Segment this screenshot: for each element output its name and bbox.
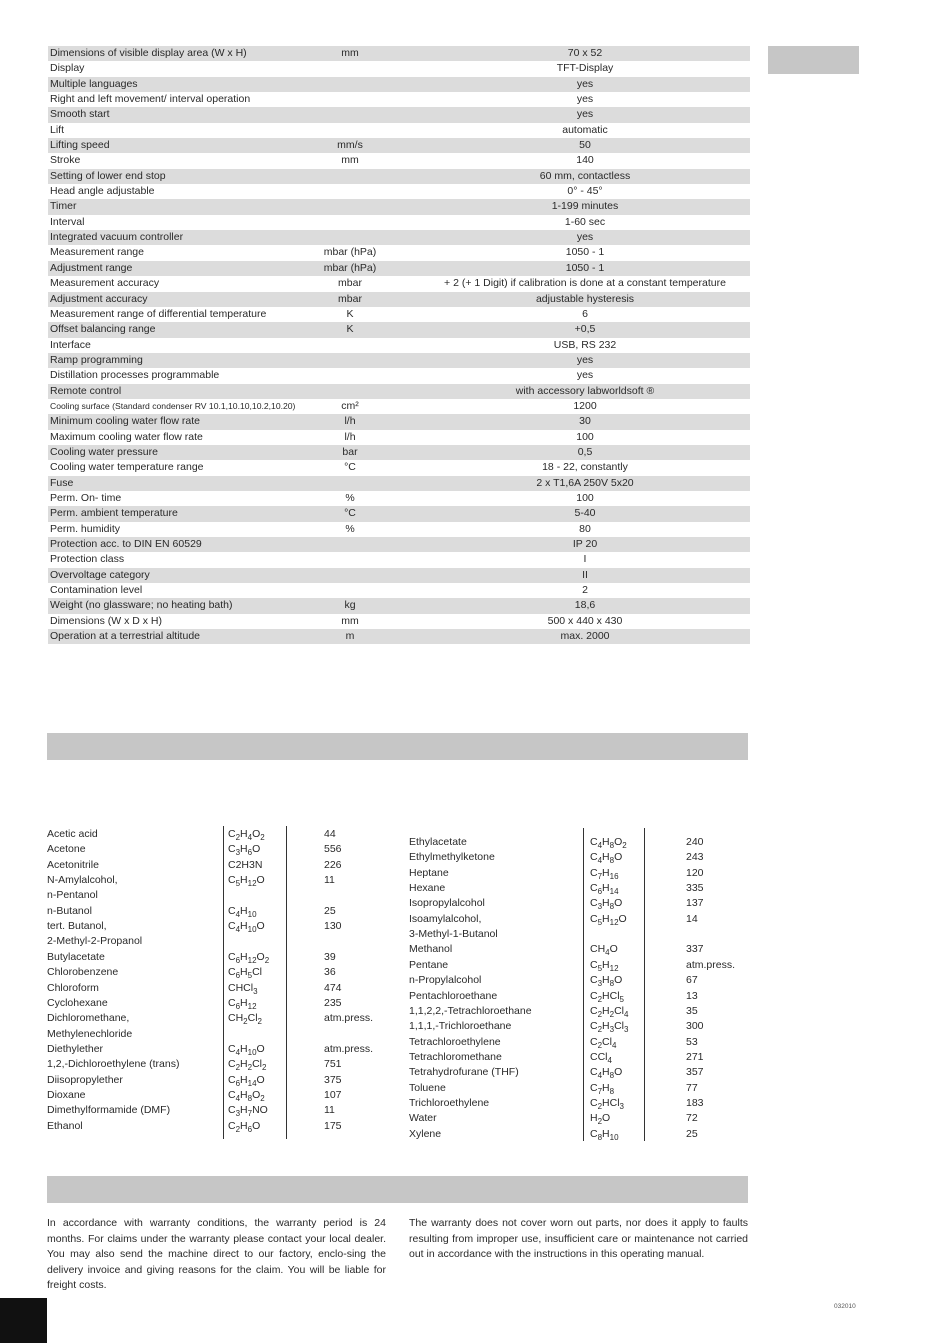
spec-row: [48, 245, 750, 260]
solvent-name: Isopropylalcohol: [409, 897, 485, 910]
solvent-pressure: 235: [324, 996, 342, 1009]
spec-value: 100: [576, 491, 594, 504]
spec-unit: l/h: [344, 430, 356, 443]
spec-value: 0° - 45°: [567, 185, 603, 198]
spec-name: Interface: [50, 338, 91, 351]
spec-value: TFT-Display: [556, 62, 614, 75]
solvent-pressure: 44: [324, 828, 336, 840]
spec-value: 140: [576, 154, 594, 167]
spec-value: 0,5: [577, 445, 593, 458]
solvent-pressure: 226: [324, 858, 342, 871]
solvent-pressure: 120: [686, 866, 704, 879]
spec-value: II: [582, 568, 588, 581]
section-bar-warranty: [47, 1176, 748, 1203]
spec-row: [48, 261, 750, 276]
spec-value: IP 20: [572, 538, 598, 550]
spec-name: Perm. humidity: [50, 522, 121, 535]
spec-value: 100: [576, 430, 594, 443]
spec-unit: °C: [344, 461, 356, 474]
solvent-formula: $C_2HCl_3$: [590, 1096, 624, 1111]
spec-value: adjustable hysteresis: [535, 292, 635, 305]
spec-name: Stroke: [50, 154, 81, 167]
spec-value: yes: [576, 93, 594, 106]
spec-name: Fuse: [50, 476, 74, 489]
solvent-formula: $C_3H_8O$: [590, 897, 623, 912]
spec-value: automatic: [562, 123, 608, 136]
spec-name: Lift: [50, 123, 65, 136]
document-code: 032010: [834, 1303, 856, 1310]
solvent-pressure: 72: [686, 1112, 698, 1125]
spec-row: [48, 153, 750, 168]
spec-unit: mbar (hPa): [323, 261, 377, 274]
spec-name: Measurement accuracy: [50, 277, 160, 290]
spec-row: [48, 107, 750, 122]
solvent-name: Ethylacetate: [409, 836, 467, 848]
solvent-name: Diisopropylether: [47, 1073, 123, 1086]
spec-row: [48, 598, 750, 613]
spec-name: Cooling surface (Standard condenser RV 10.1,10.10,10.2,10.20): [50, 400, 296, 411]
spec-value: max. 2000: [560, 630, 610, 643]
solvent-pressure: 183: [686, 1096, 704, 1109]
solvent-pressure: 11: [324, 874, 335, 887]
spec-row: [48, 276, 750, 291]
spec-name: Integrated vacuum controller: [50, 231, 184, 244]
spec-name: Minimum cooling water flow rate: [50, 415, 200, 428]
solvent-pressure: 240: [686, 836, 704, 848]
spec-name: Cooling water pressure: [50, 445, 158, 458]
spec-value: 30: [579, 415, 591, 428]
solvent-pressure: 175: [324, 1119, 342, 1132]
spec-row: [48, 399, 750, 414]
solvent-pressure: 357: [686, 1066, 704, 1079]
solvent-name: 1,2,-Dichloroethylene (trans): [47, 1058, 180, 1071]
solvent-name: n-Butanol: [47, 904, 92, 917]
solvent-formula: $C_2H_2Cl_4$: [590, 1004, 629, 1019]
spec-row: [48, 460, 750, 475]
solvent-pressure: 36: [324, 966, 336, 979]
solvent-formula: $C_2HCl_5$: [590, 989, 624, 1004]
spec-value: 1050 - 1: [565, 246, 605, 259]
solvent-pressure: 474: [324, 981, 342, 994]
solvent-pressure: 53: [686, 1035, 698, 1048]
solvent-pressure: 77: [686, 1081, 698, 1094]
spec-value: +0,5: [574, 323, 596, 336]
spec-row: [48, 184, 750, 199]
spec-unit: mbar: [338, 277, 362, 290]
solvent-formula: $CH_2Cl_2$: [228, 1012, 262, 1027]
solvent-name: Methylenechloride: [47, 1027, 133, 1040]
spec-value: 18,6: [574, 599, 596, 612]
solvent-formula: $C_7H_{16}$: [590, 866, 619, 881]
spec-value: yes: [576, 108, 594, 121]
spec-name: Head angle adjustable: [50, 185, 155, 198]
solvent-formula: $C_2H_6O$: [228, 1119, 261, 1134]
spec-row: [48, 215, 750, 230]
solvent-name: Cyclohexane: [47, 996, 108, 1009]
spec-row: [48, 537, 750, 552]
solvent-pressure: 25: [686, 1127, 698, 1140]
solvent-formula: CHCl$_3$: [228, 981, 258, 996]
solvent-name: Ethylmethylketone: [409, 851, 495, 864]
solvent-name: 1,1,1,-Trichloroethane: [409, 1020, 512, 1033]
spec-value: 6: [582, 307, 588, 320]
solvent-name: Ethanol: [47, 1119, 83, 1132]
spec-row: [48, 292, 750, 307]
spec-name: Dimensions of visible display area (W x H): [50, 47, 247, 59]
spec-row: [48, 230, 750, 245]
spec-value: yes: [576, 231, 594, 244]
spec-value: 500 x 440 x 430: [547, 614, 623, 627]
solvent-formula: $C_3H_7NO$: [228, 1104, 268, 1119]
spec-row: [48, 583, 750, 598]
solvent-name: Acetic acid: [47, 828, 98, 840]
solvent-pressure: 751: [324, 1058, 342, 1071]
spec-row: [48, 353, 750, 368]
solvent-name: Acetonitrile: [47, 858, 99, 871]
solvent-name: Water: [409, 1112, 437, 1125]
solvent-formula: $C_4H_8O_2$: [590, 836, 627, 850]
spec-unit: mm: [341, 47, 359, 59]
spec-row: [48, 368, 750, 383]
solvent-pressure: 107: [324, 1088, 342, 1101]
spec-unit: mbar: [338, 292, 362, 305]
solvent-formula: $C_5H_{12}$: [590, 958, 619, 973]
spec-name: Smooth start: [50, 108, 110, 121]
spec-name: Remote control: [50, 384, 122, 397]
spec-name: Lifting speed: [50, 139, 110, 152]
spec-row: [48, 169, 750, 184]
spec-row: [48, 138, 750, 153]
solvent-name: Trichloroethylene: [409, 1096, 490, 1109]
spec-value: yes: [576, 77, 594, 90]
spec-unit: mm: [341, 154, 359, 167]
spec-row: [48, 338, 750, 353]
spec-value: 5-40: [574, 507, 596, 520]
spec-name: Measurement range of differential temperature: [50, 307, 267, 320]
column-divider: [644, 828, 645, 1141]
spec-value: 2 x T1,6A 250V 5x20: [536, 476, 634, 489]
solvent-pressure: 375: [324, 1073, 342, 1086]
spec-row: [48, 322, 750, 337]
spec-row: [48, 491, 750, 506]
spec-name: Perm. On- time: [50, 491, 122, 504]
solvent-formula: $C_2Cl_4$: [590, 1035, 617, 1050]
solvent-pressure: atm.press.: [324, 1042, 374, 1055]
solvent-name: tert. Butanol,: [47, 920, 107, 933]
solvent-formula: $C_4H_{10}O$: [228, 920, 265, 935]
spec-row: [48, 430, 750, 445]
solvent-name: Xylene: [409, 1127, 442, 1140]
solvent-pressure: 335: [686, 882, 704, 895]
solvent-name: Pentane: [409, 958, 449, 971]
spec-value: yes: [576, 369, 594, 382]
spec-row: [48, 307, 750, 322]
solvent-name: Methanol: [409, 943, 453, 956]
solvent-name: Butylacetate: [47, 950, 105, 963]
spec-value: 2: [582, 584, 588, 597]
solvent-name: Acetone: [47, 843, 86, 856]
spec-unit: °C: [344, 507, 356, 520]
spec-name: Timer: [50, 200, 77, 213]
solvent-name: Tetrachloroethylene: [409, 1035, 501, 1048]
spec-value: USB, RS 232: [553, 338, 617, 351]
spec-unit: kg: [344, 599, 356, 612]
spec-name: Weight (no glassware; no heating bath): [50, 599, 233, 612]
spec-unit: mm: [341, 614, 359, 627]
solvent-pressure: 337: [686, 943, 704, 956]
spec-row: [48, 77, 750, 92]
solvent-formula: C2H3N: [228, 858, 263, 871]
solvent-pressure: 556: [324, 843, 342, 856]
spec-value: + 2 (+ 1 Digit) if calibration is done at a constant temperature: [444, 277, 726, 290]
spec-value: 1050 - 1: [565, 261, 605, 274]
spec-name: Right and left movement/ interval operation: [50, 93, 251, 106]
spec-value: 1-60 sec: [564, 215, 606, 228]
spec-unit: m: [345, 630, 355, 643]
solvent-formula: $C_5H_{12}O$: [228, 874, 265, 889]
solvent-pressure: 25: [324, 904, 336, 917]
solvent-formula: $C_8H_{10}$: [590, 1127, 619, 1142]
spec-name: Protection class: [50, 553, 125, 566]
spec-unit: mm/s: [337, 139, 363, 152]
section-bar-solvents: [47, 733, 748, 760]
solvent-formula: $C_5H_{12}O$: [590, 912, 627, 927]
solvent-name: Dichloromethane,: [47, 1012, 130, 1025]
spec-value: 80: [579, 522, 591, 535]
solvent-name: N-Amylalcohol,: [47, 874, 118, 887]
spec-row: [48, 476, 750, 491]
spec-value: 70 x 52: [567, 47, 603, 59]
spec-name: Operation at a terrestrial altitude: [50, 630, 200, 643]
spec-name: Protection acc. to DIN EN 60529: [50, 538, 202, 550]
solvent-name: Tetrachloromethane: [409, 1050, 502, 1063]
spec-row: [48, 92, 750, 107]
spec-row: [48, 522, 750, 537]
solvent-formula: $C_6H_{12}$: [228, 996, 257, 1011]
spec-name: Distillation processes programmable: [50, 369, 220, 382]
solvent-pressure: 271: [686, 1050, 704, 1063]
solvent-pressure: 137: [686, 897, 704, 910]
solvent-name: n-Pentanol: [47, 889, 98, 902]
spec-unit: cm²: [341, 399, 359, 412]
side-tab: [768, 46, 859, 74]
spec-name: Setting of lower end stop: [50, 169, 166, 182]
solvent-name: 1,1,2,2,-Tetrachloroethane: [409, 1004, 532, 1017]
solvent-pressure: 130: [324, 920, 342, 933]
solvent-pressure: 300: [686, 1020, 704, 1033]
spec-row: [48, 614, 750, 629]
solvent-formula: CCl$_4$: [590, 1050, 612, 1065]
solvent-name: Isoamylalcohol,: [409, 912, 482, 925]
spec-value: 1200: [573, 399, 597, 412]
spec-value: 50: [579, 139, 591, 152]
solvent-name: Chlorobenzene: [47, 966, 119, 979]
spec-name: Cooling water temperature range: [50, 461, 204, 474]
spec-name: Dimensions (W x D x H): [50, 614, 163, 627]
solvent-formula: $CH_4O$: [590, 943, 618, 958]
spec-row: [48, 46, 750, 61]
spec-name: Multiple languages: [50, 77, 138, 90]
solvent-formula: $C_3H_8O$: [590, 974, 623, 989]
solvent-formula: $C_4H_{10}O$: [228, 1042, 265, 1057]
solvent-name: Dioxane: [47, 1088, 86, 1101]
column-divider: [583, 828, 584, 1141]
spec-row: [48, 61, 750, 76]
solvent-pressure: 243: [686, 851, 704, 864]
solvent-formula: $C_4H_8O$: [590, 851, 623, 866]
solvent-pressure: 35: [686, 1004, 698, 1017]
solvent-pressure: 11: [324, 1104, 335, 1117]
solvent-formula: $C_6H_{12}O_2$: [228, 950, 270, 965]
warranty-text-left: In accordance with warranty conditions, the warranty period is 24 months. For claims under the warranty please contact your local dealer. You may also send the machine direct to our factory, enclo-sing the delivery invoice and giving reasons for the claim. You will be liable for freight costs.: [47, 1217, 386, 1291]
solvent-name: 3-Methyl-1-Butanol: [409, 928, 498, 941]
spec-unit: l/h: [344, 415, 356, 428]
solvent-formula: $C_4H_8O$: [590, 1066, 623, 1081]
spec-name: Adjustment accuracy: [50, 292, 148, 305]
solvent-name: Pentachloroethane: [409, 989, 498, 1002]
spec-name: Contamination level: [50, 584, 143, 597]
spec-row: [48, 414, 750, 429]
spec-name: Ramp programming: [50, 353, 143, 366]
solvent-name: Chloroform: [47, 981, 99, 994]
solvent-formula: $C_2H_2Cl_2$: [228, 1058, 267, 1073]
column-divider: [223, 826, 224, 1139]
spec-value: 1-199 minutes: [551, 200, 619, 213]
solvent-formula: $C_2H_3Cl_3$: [590, 1020, 629, 1035]
solvent-name: Tetrahydrofurane (THF): [409, 1066, 519, 1079]
spec-row: [48, 384, 750, 399]
solvent-pressure: 67: [686, 974, 698, 987]
spec-name: Interval: [50, 215, 85, 228]
warranty-text-right: The warranty does not cover worn out parts, nor does it apply to faults resulting from improper use, insufficient care or maintenance not carried out in accordance with the instructions in this operating manual.: [409, 1217, 748, 1260]
technical-data-table: [48, 46, 750, 644]
spec-value: with accessory labworldsoft ®: [515, 384, 655, 397]
solvent-formula: $C_6H_5Cl$: [228, 966, 263, 981]
solvent-pressure: atm.press.: [686, 958, 736, 971]
solvent-name: Dimethylformamide (DMF): [47, 1104, 171, 1117]
solvent-formula: $C_6H_{14}$: [590, 882, 619, 897]
spec-name: Measurement range: [50, 246, 144, 259]
spec-unit: %: [345, 522, 355, 535]
spec-unit: mbar (hPa): [323, 246, 377, 259]
solvent-pressure: 39: [324, 950, 336, 963]
spec-name: Adjustment range: [50, 261, 133, 274]
solvent-name: Hexane: [409, 882, 446, 895]
spec-row: [48, 123, 750, 138]
spec-name: Maximum cooling water flow rate: [50, 430, 203, 443]
spec-name: Overvoltage category: [50, 568, 150, 581]
solvent-name: Diethylether: [47, 1042, 104, 1055]
spec-value: I: [583, 553, 587, 566]
solvent-pressure: 14: [686, 912, 698, 925]
spec-unit: K: [346, 307, 354, 320]
solvent-name: 2-Methyl-2-Propanol: [47, 935, 143, 948]
spec-name: Display: [50, 62, 85, 75]
spec-row: [48, 629, 750, 644]
solvent-formula: $C_7H_8$: [590, 1081, 615, 1096]
solvent-pressure: 13: [686, 989, 698, 1002]
solvent-formula: $H_2O$: [590, 1112, 611, 1127]
spec-name: Perm. ambient temperature: [50, 507, 178, 520]
spec-row: [48, 445, 750, 460]
solvent-formula: $C_4H_{10}$: [228, 904, 257, 919]
solvent-pressure: atm.press.: [324, 1012, 374, 1025]
page-number-block: [0, 1298, 47, 1343]
spec-row: [48, 199, 750, 214]
solvent-formula: $C_2H_4O_2$: [228, 828, 265, 842]
spec-unit: bar: [342, 445, 358, 458]
spec-name: Offset balancing range: [50, 323, 156, 336]
spec-unit: %: [345, 491, 355, 504]
solvent-formula: $C_3H_6O$: [228, 843, 261, 858]
spec-row: [48, 506, 750, 521]
solvent-name: n-Propylalcohol: [409, 974, 482, 987]
solvent-formula: $C_4H_8O_2$: [228, 1088, 265, 1103]
spec-value: 18 - 22, constantly: [542, 461, 628, 474]
solvent-name: Toluene: [409, 1081, 446, 1094]
spec-value: 60 mm, contactless: [539, 169, 631, 182]
spec-row: [48, 568, 750, 583]
solvent-name: Heptane: [409, 866, 449, 879]
column-divider: [286, 826, 287, 1139]
solvent-formula: $C_6H_{14}O$: [228, 1073, 265, 1088]
spec-value: yes: [576, 353, 594, 366]
spec-unit: K: [346, 323, 354, 336]
spec-row: [48, 552, 750, 567]
